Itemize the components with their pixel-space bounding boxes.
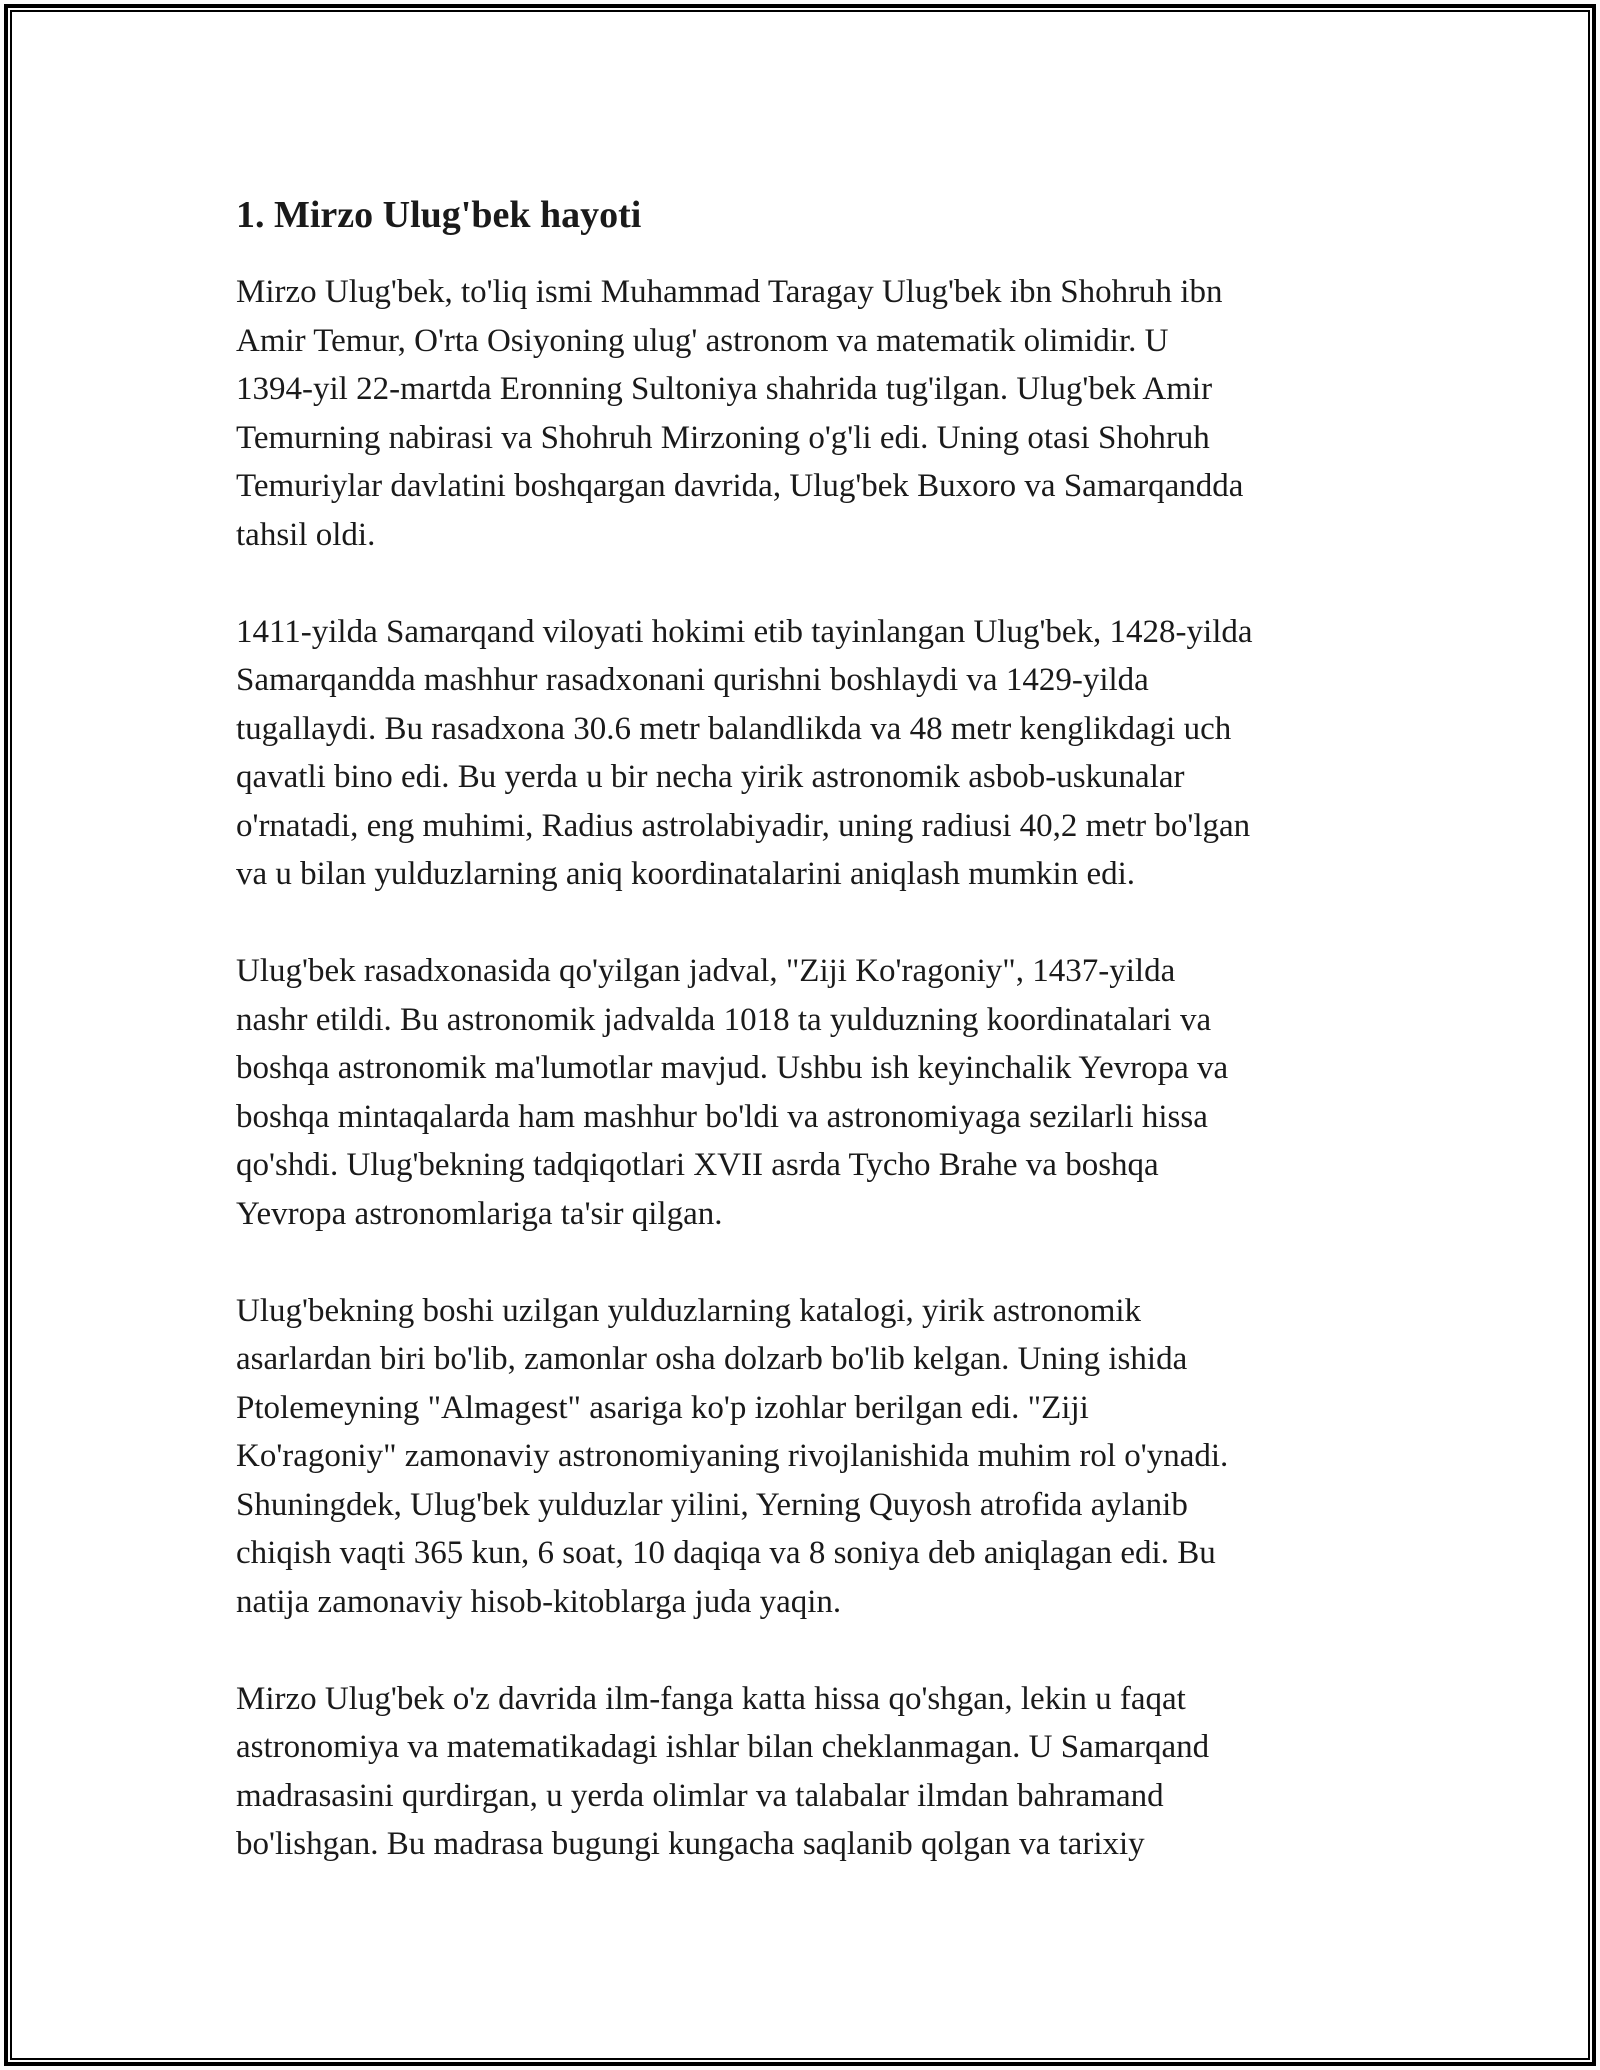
section-heading: 1. Mirzo Ulug'bek hayoti xyxy=(236,194,642,236)
paragraph-4: Ulug'bekning boshi uzilgan yulduzlarning katalogi, yirik astronomik asarlardan biri bo'lib, zamonlar osha dolzarb bo'lib kelgan. Uning ishida Ptolemeyning "Almagest" asariga ko'p izohlar berilgan edi. "Ziji Ko'ragoniy" zamonaviy astronomiyaning rivojlanishida muhim rol o'ynadi. Shuningdek, Ulug'bek yulduzlar yilini, Yerning Quyosh atrofida aylanib chiqish vaqti 365 kun, 6 soat, 10 daqiqa va 8 soniya deb aniqlagan edi. Bu natija zamonaviy hisob-kitoblarga juda yaqin. xyxy=(236,1292,1229,1620)
paragraph-1: Mirzo Ulug'bek, to'liq ismi Muhammad Taragay Ulug'bek ibn Shohruh ibn Amir Temur, O'rta Osiyoning ulug' astronom va matematik olimidir. U 1394-yil 22-martda Eronning Sultoniya shahrida tug'ilgan. Ulug'bek Amir Temurning nabirasi va Shohruh Mirzoning o'g'li edi. Uning otasi Shohruh Temuriylar davlatini boshqargan davrida, Ulug'bek Buxoro va Samarqandda tahsil oldi. xyxy=(236,274,1244,553)
document-body xyxy=(236,186,1386,1917)
paragraph-3: Ulug'bek rasadxonasida qo'yilgan jadval, "Ziji Ko'ragoniy", 1437-yilda nashr etildi. Bu astronomik jadvalda 1018 ta yulduzning koordinatalari va boshqa astronomik ma'lumotlar mavjud. Ushbu ish keyinchalik Yevropa va boshqa mintaqalarda ham mashhur bo'ldi va astronomiyaga sezilarli hissa qo'shdi. Ulug'bekning tadqiqotlari XVII asrda Tycho Brahe va boshqa Yevropa astronomlariga ta'sir qilgan. xyxy=(236,953,1229,1232)
paragraph-2: 1411-yilda Samarqand viloyati hokimi etib tayinlangan Ulug'bek, 1428-yilda Samarqandda mashhur rasadxonani qurishni boshlaydi va 1429-yilda tugallaydi. Bu rasadxona 30.6 metr balandlikda va 48 metr kenglikdagi uch qavatli bino edi. Bu yerda u bir necha yirik astronomik asbob-uskunalar o'rnatadi, eng muhimi, Radius astrolabiyadir, uning radiusi 40,2 metr bo'lgan va u bilan yulduzlarning aniq koordinatalarini aniqlash mumkin edi. xyxy=(236,613,1253,892)
paragraph-5: Mirzo Ulug'bek o'z davrida ilm-fanga katta hissa qo'shgan, lekin u faqat astronomiya va matematikadagi ishlar bilan cheklanmagan. U Samarqand madrasasini qurdirgan, u yerda olimlar va talabalar ilmdan bahramand bo'lishgan. Bu madrasa bugungi kungacha saqlanib qolgan va tarixiy xyxy=(236,1680,1210,1862)
